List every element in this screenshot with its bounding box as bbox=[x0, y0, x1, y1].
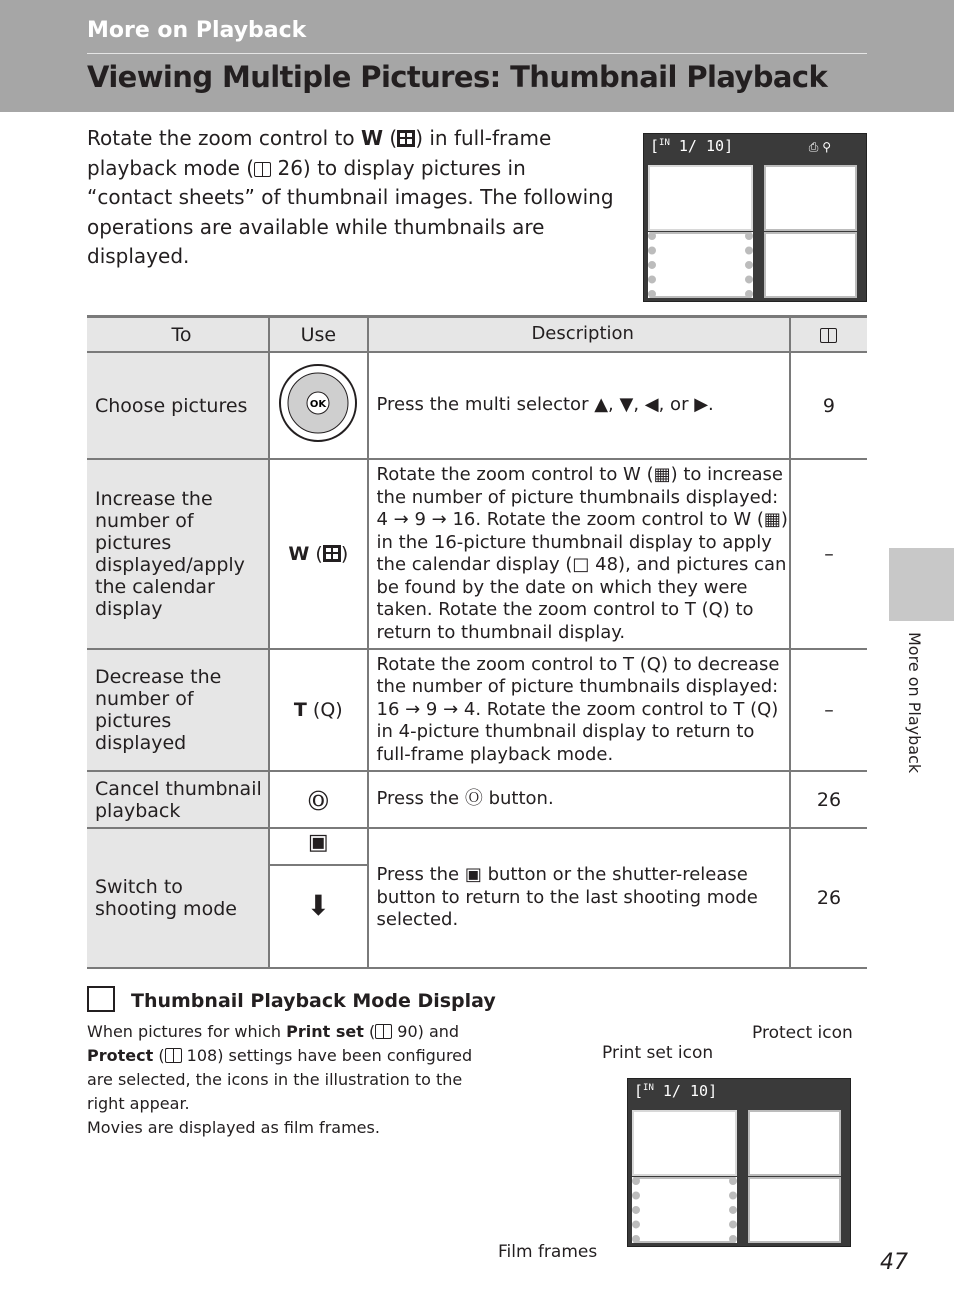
col-header-to: To bbox=[87, 317, 269, 353]
header-rule bbox=[87, 53, 867, 54]
thumbnail-flowers bbox=[764, 232, 857, 298]
table-row: Increase the number of pictures displayed/apply the calendar display W ( ) Rotate the zoom control to W (▦) to increase the number of picture thumbnails displayed: 4 → 9 → 16. Rotate the zoom control to W (▦) in the 16-picture thumbnail display to apply the calendar display (□ 48), and pictures can be found by the date on which they were taken. Rotate the zoom control to T (Q) to return to thumbnail display. – bbox=[87, 459, 867, 649]
book-icon bbox=[254, 162, 271, 177]
thumbnail-icon bbox=[397, 130, 415, 147]
thumbnail-film bbox=[648, 232, 753, 298]
intro-paragraph: Rotate the zoom control to W ( ) in full-frame playback mode ( 26) to display pictures in “contact sheets” of thumbnail images. The following operations are available while thumbnails are displayed. bbox=[87, 126, 614, 268]
table-row: Choose pictures OK Press the multi selector ▲, ▼, ◀, or ▶. 9 bbox=[87, 352, 867, 459]
section-title: More on Playback bbox=[87, 18, 307, 43]
page-header bbox=[0, 0, 954, 112]
table-row: Cancel thumbnail playback Ⓞ Press the Ⓞ button. 26 bbox=[87, 771, 867, 828]
table-row: Switch to shooting mode ▣ ⬇ Press the ▣ button or the shutter-release button to return to the last shooting mode selected. 26 bbox=[87, 828, 867, 968]
thumbnail-flowers bbox=[748, 1177, 841, 1243]
film-frames-label: Film frames bbox=[498, 1242, 598, 1262]
print-set-icon-label: Print set icon bbox=[602, 1043, 714, 1063]
thumbnail-film bbox=[632, 1177, 737, 1243]
side-tab bbox=[889, 548, 954, 621]
note-icon bbox=[87, 986, 115, 1012]
col-header-use: Use bbox=[269, 317, 367, 353]
camera-and-shutter-icons: ▣ ⬇ bbox=[269, 828, 367, 968]
thumbnail-woman bbox=[648, 165, 753, 231]
table-row: Decrease the number of pictures displayed T (Q) Rotate the zoom control to T (Q) to decrease the number of picture thumbnails displayed: 16 → 9 → 4. Rotate the zoom control to T (Q) in 4-picture thumbnail display to return to full-frame playback mode. – bbox=[87, 649, 867, 771]
protect-icon-label: Protect icon bbox=[752, 1023, 853, 1043]
page-title: Viewing Multiple Pictures: Thumbnail Playback bbox=[87, 60, 828, 94]
side-label: More on Playback bbox=[905, 632, 924, 774]
col-header-description: Description bbox=[368, 317, 790, 353]
col-header-page bbox=[790, 317, 867, 353]
lcd-thumbnail-illustration: [$^{IN}$ 1/ 10] ⎙ ⚲ bbox=[643, 133, 867, 302]
thumbnail-woman bbox=[632, 1110, 737, 1176]
page-number: 47 bbox=[880, 1250, 908, 1275]
thumbnail-mother-child bbox=[764, 165, 857, 231]
ok-button-icon: Ⓞ bbox=[269, 771, 367, 828]
operations-table bbox=[87, 315, 867, 969]
multi-selector-icon bbox=[269, 352, 367, 459]
note-title: Thumbnail Playback Mode Display bbox=[131, 990, 496, 1012]
lcd-annotated-illustration: [$^{IN}$ 1/ 10] bbox=[627, 1078, 851, 1247]
thumbnail-mother-child bbox=[748, 1110, 841, 1176]
print-protect-icons: ⎙ ⚲ bbox=[808, 140, 831, 154]
svg-text:OK: OK bbox=[310, 399, 327, 410]
note-body: When pictures for which Print set ( 90) and Protect ( 108) settings have been configured are selected, the icons in the illustration to the right appear. Movies are displayed as film frames. bbox=[87, 1022, 473, 1137]
